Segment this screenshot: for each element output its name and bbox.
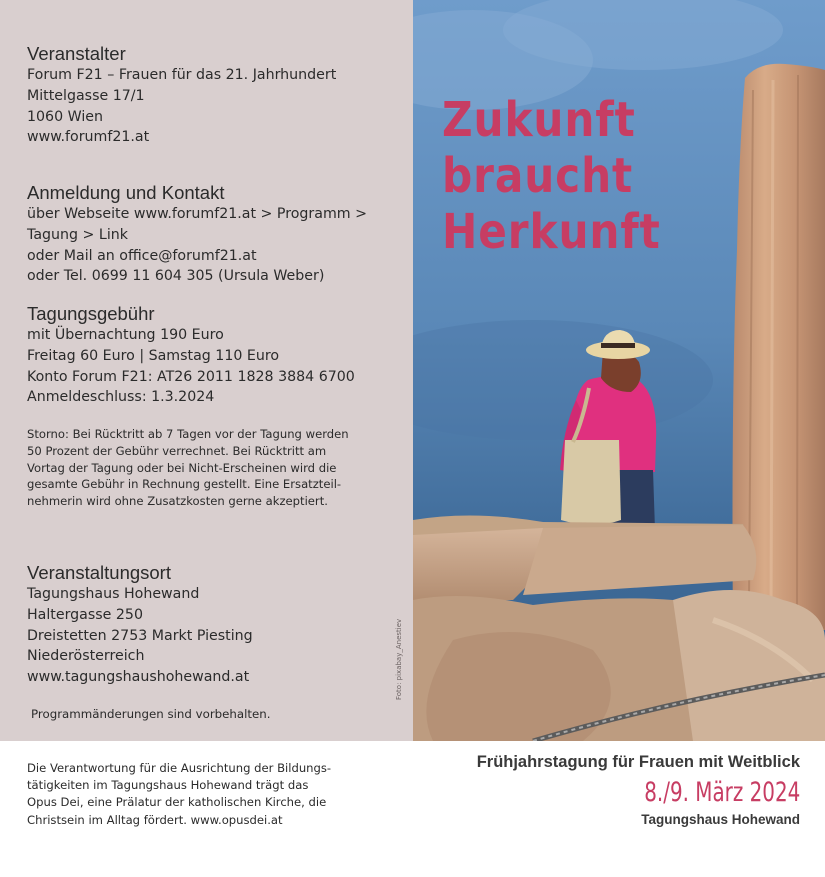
headline-line: Herkunft <box>442 204 661 260</box>
registration-section <box>27 181 407 287</box>
organizer-line: 1060 Wien <box>27 108 103 125</box>
cancellation-terms <box>27 426 367 510</box>
responsibility-line: Die Verantwortung für die Ausrichtung der Bildungs- <box>27 761 332 775</box>
cancellation-line: gesamte Gebühr in Rechnung gestellt. Eine Ersatzteil- <box>27 477 342 492</box>
fee-line: mit Übernachtung 190 Euro <box>27 327 224 343</box>
location-line: Haltergasse 250 <box>27 606 143 623</box>
cancellation-line: Storno: Bei Rücktritt ab 7 Tagen vor der Tagung werden <box>27 427 349 441</box>
event-subtitle: Frühjahrstagung für Frauen mit Weitblick <box>476 753 800 771</box>
headline <box>442 92 759 260</box>
responsibility-line: tätigkeiten im Tagungshaus Hohewand trägt das <box>27 778 309 793</box>
organizer-line: Forum F21 – Frauen für das 21. Jahrhundert <box>27 67 337 83</box>
location-line: Tagungshaus Hohewand <box>27 586 200 602</box>
fee-line: Konto Forum F21: AT26 2011 1828 3884 6700 <box>27 368 355 385</box>
photo-credit: Foto: pixabay_Anestiev <box>395 618 403 700</box>
location-line: Niederösterreich <box>27 648 145 665</box>
fee-line: Anmeldeschluss: 1.3.2024 <box>27 389 215 406</box>
fee-line: Freitag 60 Euro | Samstag 110 Euro <box>27 347 280 364</box>
registration-line: oder Tel. 0699 11 604 305 (Ursula Weber) <box>27 268 325 285</box>
location-heading: Veranstaltungsort <box>27 562 171 583</box>
organizer-section <box>27 42 407 148</box>
registration-line: oder Mail an office@forumf21.at <box>27 247 257 264</box>
fee-section <box>27 302 407 408</box>
headline-line: braucht <box>442 148 634 204</box>
fee-heading: Tagungsgebühr <box>27 303 155 324</box>
organizer-heading: Veranstalter <box>27 43 126 64</box>
cancellation-line: nehmerin wird ohne Zusatzkosten gerne akzeptiert. <box>27 494 328 509</box>
cancellation-line: 50 Prozent der Gebühr verrechnet. Bei Rücktritt am <box>27 443 327 458</box>
registration-line: Tagung > Link <box>27 226 128 243</box>
event-venue: Tagungshaus Hohewand <box>641 812 800 827</box>
responsibility-note <box>27 760 357 829</box>
location-website-link[interactable]: www.tagungshaushohewand.at <box>27 669 250 686</box>
organizer-website-link[interactable]: www.forumf21.at <box>27 129 150 146</box>
program-changes-note: Programmänderungen sind vorbehalten. <box>31 707 271 721</box>
organizer-line: Mittelgasse 17/1 <box>27 87 145 104</box>
location-section <box>27 561 407 688</box>
responsibility-line: Christsein im Alltag fördert. www.opusdei.at <box>27 812 283 827</box>
location-line: Dreistetten 2753 Markt Piesting <box>27 627 253 644</box>
responsibility-line: Opus Dei, eine Prälatur der katholischen Kirche, die <box>27 795 327 810</box>
event-info <box>477 753 800 827</box>
registration-line: über Webseite www.forumf21.at > Programm > <box>27 206 367 222</box>
cancellation-line: Vortag der Tagung oder bei Nicht-Erscheinen wird die <box>27 460 337 475</box>
headline-line: Zukunft <box>442 92 636 148</box>
event-date: 8./9. März 2024 <box>643 777 800 808</box>
registration-heading: Anmeldung und Kontakt <box>27 182 225 203</box>
